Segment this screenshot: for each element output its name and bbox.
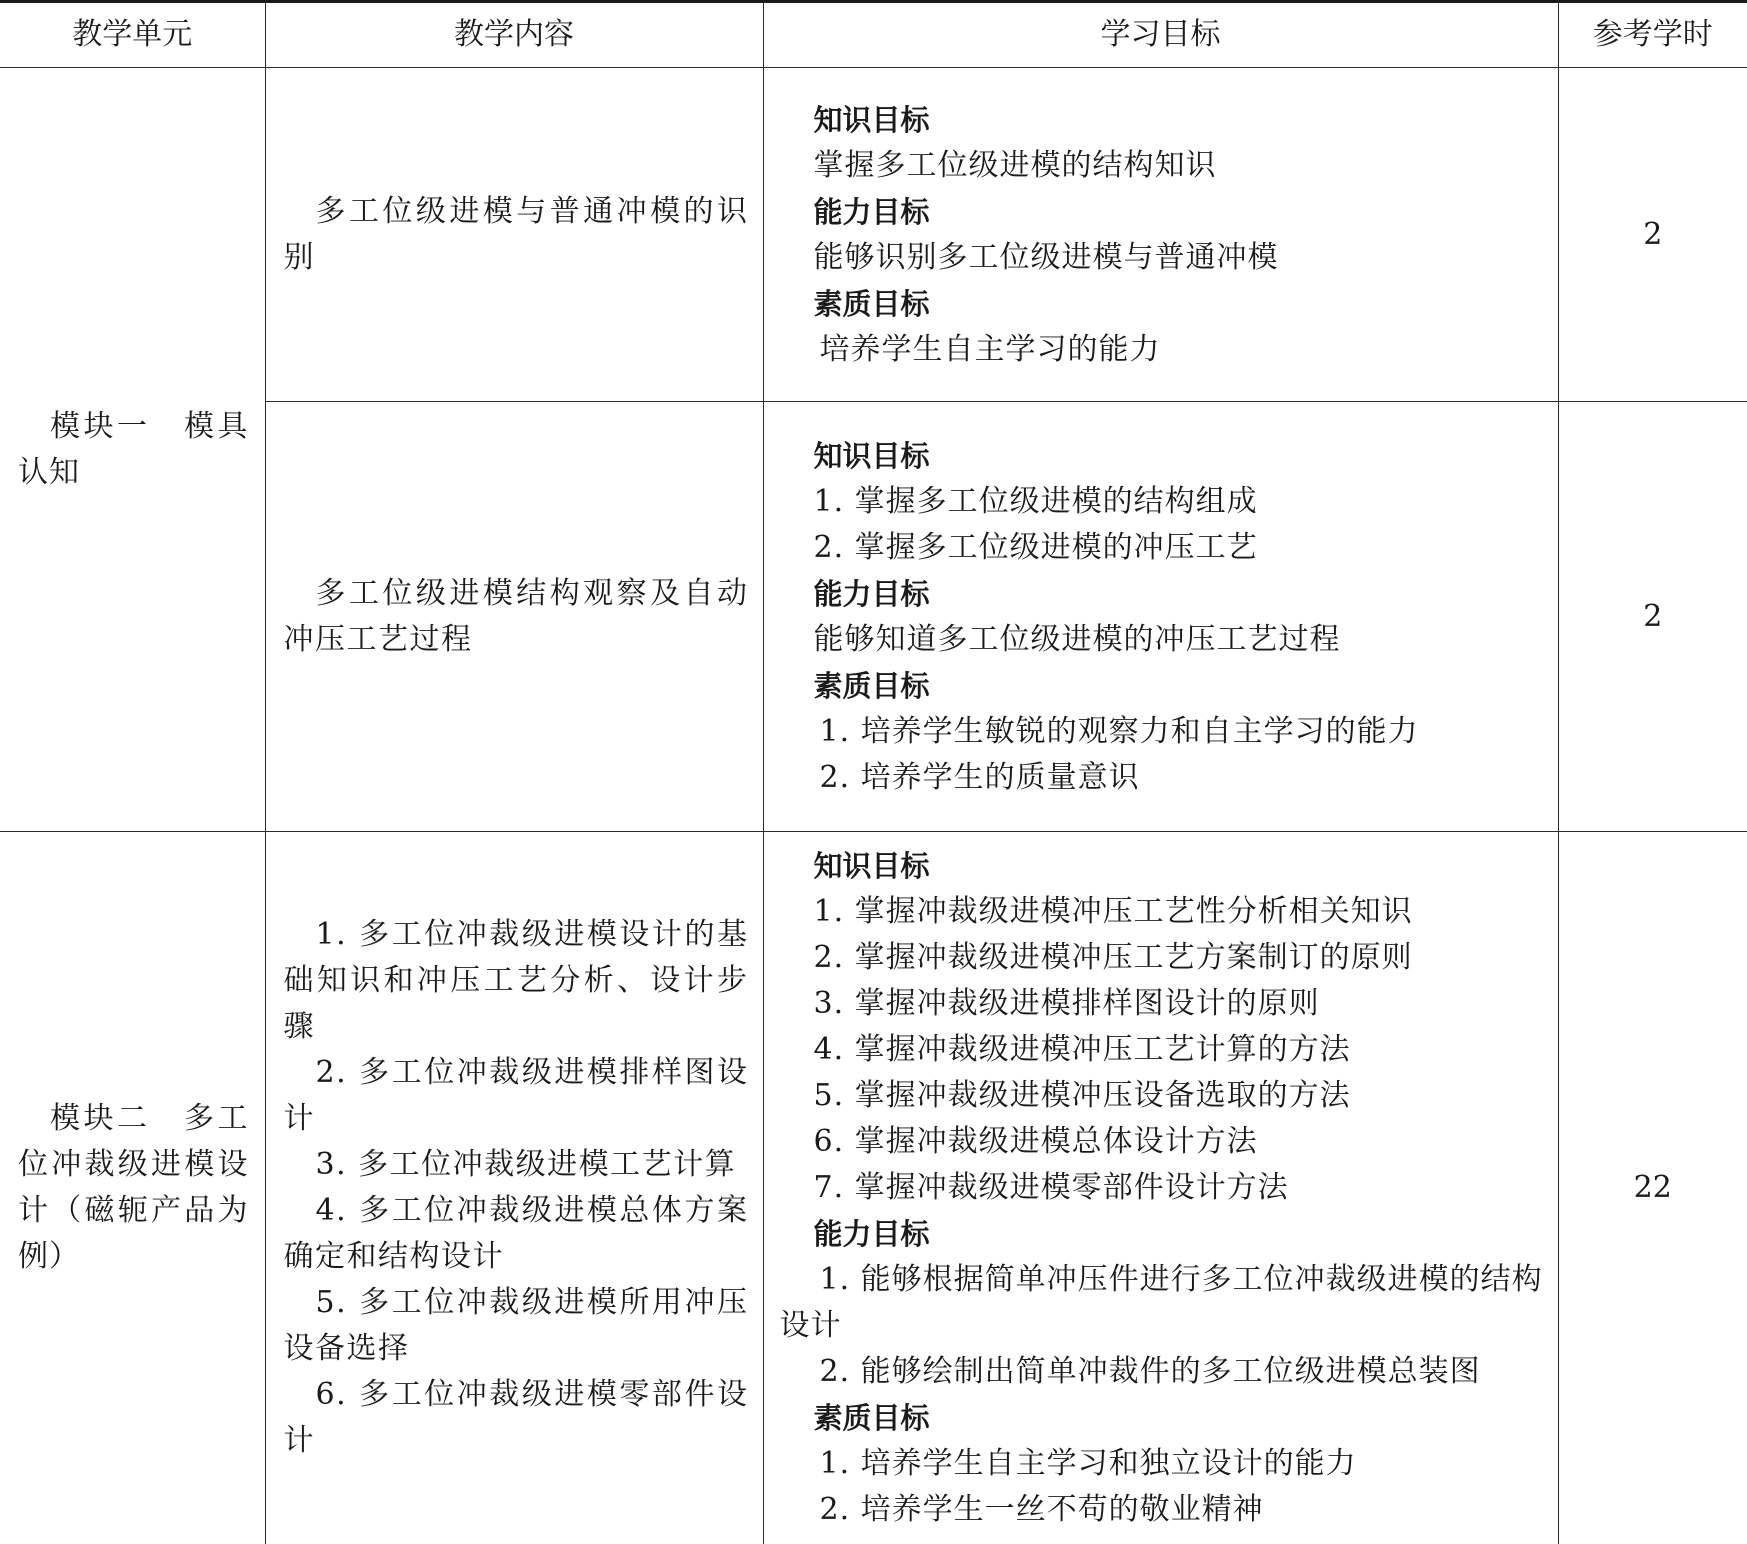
module-1-unit: 模块一 模具认知 xyxy=(18,408,249,490)
objective-heading-knowledge: 知识目标 xyxy=(813,438,930,473)
objective-item: 2. 培养学生的质量意识 xyxy=(819,759,1140,795)
content-item: 1. 多工位冲裁级进模设计的基础知识和冲压工艺分析、设计步骤 xyxy=(283,917,749,1044)
module-2-unit: 模块二 多工位冲裁级进模设计（磁轭产品为例） xyxy=(18,1101,249,1274)
content-item: 多工位级进模与普通冲模的识别 xyxy=(283,193,749,275)
objective-item: 7. 掌握冲裁级进模零部件设计方法 xyxy=(813,1170,1289,1205)
objective-item: 4. 掌握冲裁级进模冲压工艺计算的方法 xyxy=(813,1032,1351,1067)
objective-item: 能够知道多工位级进模的冲压工艺过程 xyxy=(813,621,1341,657)
objective-item: 2. 掌握冲裁级进模冲压工艺方案制订的原则 xyxy=(813,940,1413,975)
objectives-cell xyxy=(763,402,1558,832)
objective-heading-ability: 能力目标 xyxy=(813,576,930,611)
content-cell xyxy=(265,68,763,402)
objective-item: 6. 掌握冲裁级进模总体设计方法 xyxy=(813,1124,1258,1159)
objective-item: 1. 掌握冲裁级进模冲压工艺性分析相关知识 xyxy=(813,894,1413,929)
table-header-row xyxy=(0,2,1747,68)
objective-heading-knowledge: 知识目标 xyxy=(813,102,930,137)
content-item: 2. 多工位冲裁级进模排样图设计 xyxy=(283,1055,749,1136)
objective-item: 3. 掌握冲裁级进模排样图设计的原则 xyxy=(813,986,1320,1021)
module-1-unit-cell xyxy=(0,68,265,832)
content-item: 5. 多工位冲裁级进模所用冲压设备选择 xyxy=(283,1285,749,1366)
objective-heading-ability: 能力目标 xyxy=(813,194,930,229)
objective-item: 1. 能够根据简单冲压件进行多工位冲裁级进模的结构设计 xyxy=(779,1262,1543,1343)
content-item: 多工位级进模结构观察及自动冲压工艺过程 xyxy=(283,575,749,657)
objective-heading-quality: 素质目标 xyxy=(813,1401,930,1435)
objective-item: 2. 掌握多工位级进模的冲压工艺 xyxy=(813,529,1258,565)
objective-item: 2. 能够绘制出简单冲裁件的多工位级进模总装图 xyxy=(819,1354,1481,1389)
objective-item: 2. 培养学生一丝不苟的敬业精神 xyxy=(819,1492,1264,1527)
objective-heading-quality: 素质目标 xyxy=(813,286,930,321)
table-row xyxy=(0,832,1747,1544)
objective-heading-quality: 素质目标 xyxy=(813,668,930,703)
objective-item: 5. 掌握冲裁级进模冲压设备选取的方法 xyxy=(813,1078,1351,1113)
objective-item: 能够识别多工位级进模与普通冲模 xyxy=(813,239,1279,275)
objective-item: 掌握多工位级进模的结构知识 xyxy=(813,147,1217,183)
objective-heading-ability: 能力目标 xyxy=(813,1217,930,1251)
objective-item: 培养学生自主学习的能力 xyxy=(819,331,1161,367)
content-cell xyxy=(265,402,763,832)
header-learning-objectives: 学习目标 xyxy=(763,2,1558,68)
hours-cell: 2 xyxy=(1558,68,1747,402)
header-teaching-unit: 教学单元 xyxy=(0,2,265,68)
module-2-unit-cell xyxy=(0,832,265,1544)
objective-item: 1. 掌握多工位级进模的结构组成 xyxy=(813,483,1258,519)
hours-cell: 22 xyxy=(1558,832,1747,1544)
objective-item: 1. 培养学生自主学习和独立设计的能力 xyxy=(819,1446,1357,1481)
objectives-cell xyxy=(763,832,1558,1544)
objective-heading-knowledge: 知识目标 xyxy=(813,849,930,883)
header-reference-hours: 参考学时 xyxy=(1558,2,1747,68)
hours-cell: 2 xyxy=(1558,402,1747,832)
objective-item: 1. 培养学生敏锐的观察力和自主学习的能力 xyxy=(819,713,1419,749)
content-item: 4. 多工位冲裁级进模总体方案确定和结构设计 xyxy=(283,1193,749,1274)
header-teaching-content: 教学内容 xyxy=(265,2,763,68)
content-item: 6. 多工位冲裁级进模零部件设计 xyxy=(283,1377,749,1458)
content-cell xyxy=(265,832,763,1544)
table-row xyxy=(0,68,1747,402)
content-item: 3. 多工位冲裁级进模工艺计算 xyxy=(315,1147,737,1182)
objectives-cell xyxy=(763,68,1558,402)
